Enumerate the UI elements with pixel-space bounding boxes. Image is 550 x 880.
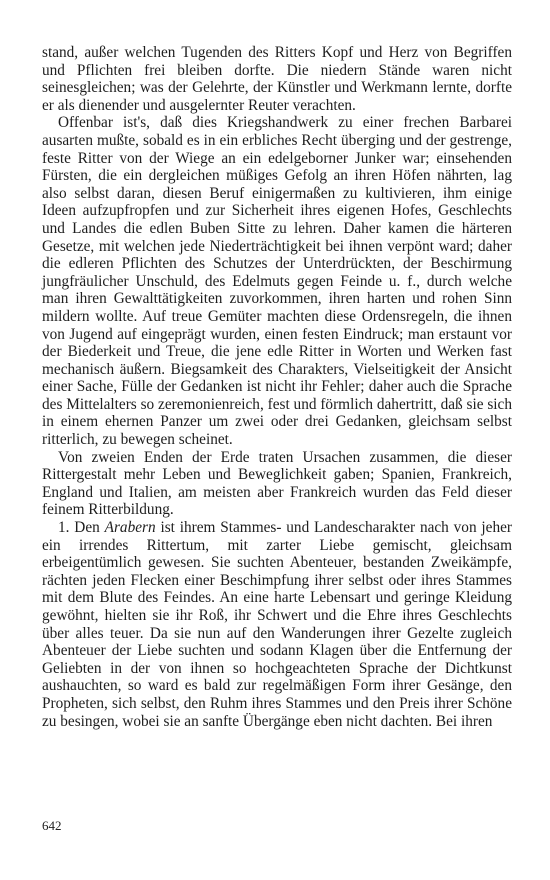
page-body bbox=[42, 44, 512, 730]
paragraph-4-emphasis: Arabern bbox=[104, 519, 156, 537]
paragraph-4-prefix: 1. Den bbox=[58, 519, 105, 537]
paragraph-2: Offenbar ist's, daß dies Kriegshandwerk zu einer frechen Barbarei ausarten mußte, sobald es in ein erbliches Recht überging und der gestrenge, feste Ritter von der Wiege an ein edelgeborner Junker war; einsehenden Fürsten, die ein dergleichen müßiges Gefolg an ihren Höfen nährten, lag also selbst daran, diesen Beruf einigermaßen zu kultivieren, ihm einige Ideen aufzupfropfen und zur Sicherheit ihres eigenen Hofes, Geschlechts und Landes die edlen Buben Sitte zu lehren. Daher kamen die härteren Gesetze, mit welchen jede Niederträchtigkeit bei ihnen verpönt ward; daher die edleren Pflichten des Schutzes der Unterdrückten, der Beschirmung jungfräulicher Unschuld, des Edelmuts gegen Feinde u. f., durch welche man ihren Gewalttätigkeiten zuvorkommen, ihren harten und rohen Sinn mildern wollte. Auf treue Gemüter machten diese Ordensregeln, die ihnen von Jugend auf eingeprägt wurden, einen festen Eindruck; man erstaunt vor der Biederkeit und Treue, die jene edle Ritter in Worten und Werken fast mechanisch äußern. Biegsamkeit des Charakters, Vielseitigkeit der Ansicht einer Sache, Fülle der Gedanken ist nicht ihr Fehler; daher auch die Sprache des Mittelalters so zeremonienreich, fest und förmlich dahertritt, daß sie sich in einem ehernen Panzer um zwei oder drei Gedanken, gleichsam selbst ritterlich, zu bewegen scheinet. bbox=[42, 114, 512, 449]
paragraph-4 bbox=[42, 519, 512, 730]
paragraph-3: Von zweien Enden der Erde traten Ursachen zusammen, die dieser Rittergestalt mehr Leben und Beweglichkeit gaben; Spanien, Frankreich, England und Italien, am meisten aber Frankreich wurden das Feld dieser feinem Ritterbildung. bbox=[42, 448, 512, 519]
page-number: 642 bbox=[42, 818, 62, 833]
paragraph-4-rest: ist ihrem Stammes- und Landescharakter nach von jeher ein irrendes Rittertum, mit zarter Liebe gemischt, gleichsam erbeigentümlich gewesen. Sie suchten Abenteuer, bestanden Zweikämpfe, rächten jeden Flecken einer Beschimpfung ihrer selbst oder ihres Stammes mit dem Blute des Feindes. An eine harte Lebensart und geringe Kleidung gewöhnt, hielten sie ihr Roß, ihr Schwert und die Ehre ihres Geschlechts über alles teuer. Da sie nun auf den Wanderungen ihrer Gezelte zugleich Abenteuer der Liebe suchten und sodann Klagen über die Entfernung der Geliebten in der von ihnen so hochgeachteten Sprache der Dichtkunst aushauchten, so ward es bald zur regelmäßigen Form ihrer Gesänge, den Propheten, sich selbst, den Ruhm ihres Stammes und den Preis ihrer Schöne zu besingen, wobei sie an sanfte Übergänge eben nicht dachten. Bei ihren bbox=[42, 519, 512, 730]
paragraph-1: stand, außer welchen Tugenden des Ritters Kopf und Herz von Begriffen und Pflichten frei bleiben dorfte. Die niedern Stände waren nicht seinesgleichen; was der Gelehrte, der Künstler und Werkmann lernte, dorfte er als dienender und ausgelernter Reuter verachten. bbox=[42, 44, 512, 114]
